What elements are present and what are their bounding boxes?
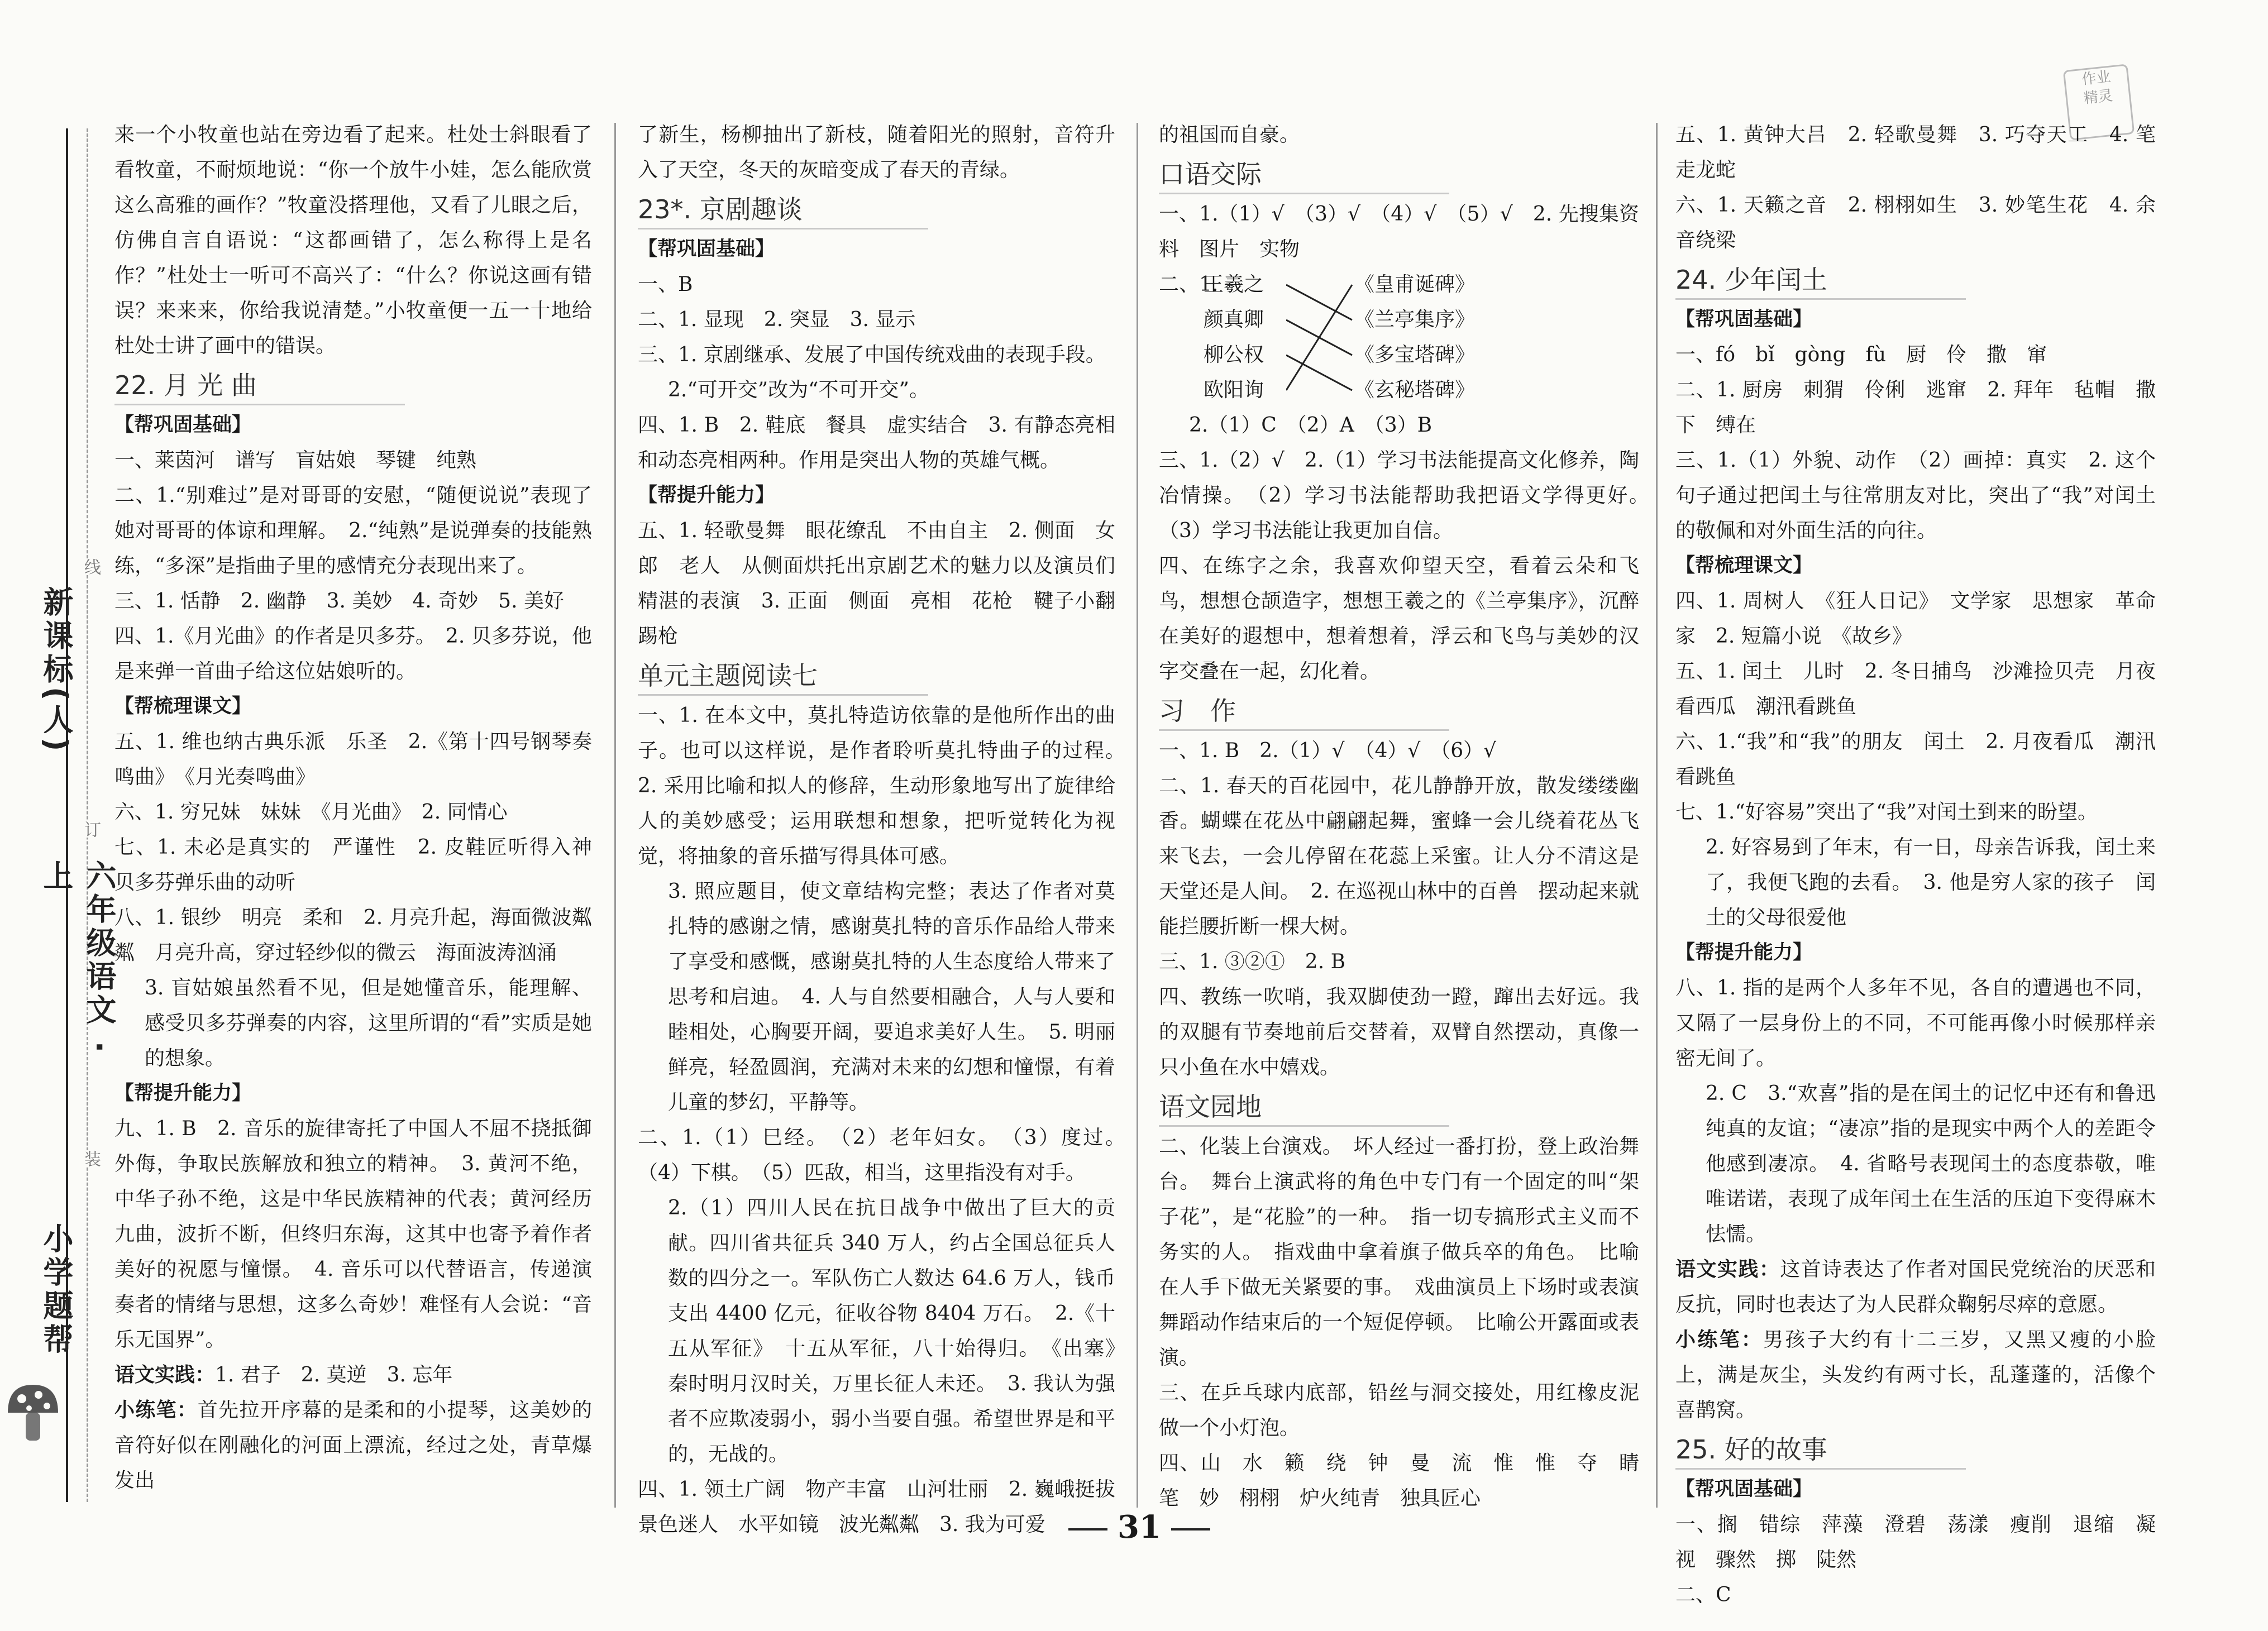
- answer-line: 八、1. 指的是两个人多年不见，各自的遭遇也不同，又隔了一层身份上的不同，不可能再像小时候那样亲密无间了。: [1675, 977, 2156, 1070]
- answer-line: 五、1. 闰土 儿时 2. 冬日捕鸟 沙滩捡贝壳 月夜看西瓜 潮汛看跳鱼: [1675, 660, 2156, 718]
- answer-column-3: [1159, 117, 1660, 1513]
- answer-column-1: [114, 117, 613, 1513]
- edition-title: 新课标(人): [39, 586, 74, 755]
- answer-line: 的祖国而自豪。: [1159, 123, 1300, 146]
- section-heading: 单元主题阅读七: [638, 657, 928, 696]
- page-number-text: 31: [1118, 1509, 1161, 1546]
- answer-line: 小练笔：首先拉开序幕的是柔和的小提琴，这美妙的音符好似在刚融化的河面上漂流，经过之处，青草爆发出: [114, 1399, 592, 1492]
- section-heading: 25. 好的故事: [1675, 1431, 1966, 1470]
- matching-left-item: 颜真卿: [1204, 308, 1264, 331]
- section-heading: 语文园地: [1159, 1088, 1449, 1127]
- answer-line: 六、1. 天籁之音 2. 栩栩如生 3. 妙笔生花 4. 余音绕梁: [1675, 194, 2156, 252]
- answer-line: 四、1. B 2. 鞋底 餐具 虚实结合 3. 有静态亮相和动态亮相两种。作用是突出人物的英雄气概。: [638, 414, 1115, 472]
- answer-line: 来一个小牧童也站在旁边看了起来。杜处士斜眼看了看牧童，不耐烦地说：“你一个放牛小娃，怎么能欣赏这么高雅的画作？”牧童没搭理他，又看了儿眼之后，仿佛自言自语说：“这都画错了，怎么称得上是名作？”杜处士一听可不高兴了：“什么？你说这画有错误？来来来，你给我说清楚。”小牧童便一五一十地给杜处士讲了画中的错误。: [114, 123, 592, 357]
- answer-line: 四、1. 周树人 《狂人日记》 文学家 思想家 革命家 2. 短篇小说 《故乡》: [1675, 590, 2156, 648]
- answer-line: 四、山 水 籁 绕 钟 曼 流 惟 惟 夺 睛 笔 妙 栩栩 炉火纯青 独具匠心: [1159, 1452, 1660, 1510]
- answer-line: 四、在练字之余，我喜欢仰望天空，看着云朵和飞鸟，想想仓颉造字，想想王羲之的《兰亭集序》，沉醉在美好的遐想中，想着想着，浮云和飞鸟与美妙的汉字交叠在一起，幻化着。: [1159, 554, 1639, 683]
- matching-line: [1286, 355, 1352, 390]
- answer-line: 2. C 3.“欢喜”指的是在闰土的记忆中还有和鲁迅纯真的友谊；“凄凉”指的是现实中两个人的差距令他感到凄凉。 4. 省略号表现闰土的态度恭敬，唯唯诺诺，表现了成年闰土在生活的压迫下变得麻木怯懦。: [1706, 1082, 2156, 1246]
- page-number-bar: [1068, 1528, 1107, 1530]
- subsection-label: 【帮巩固基础】: [638, 238, 775, 260]
- answer-line: 2.（1）四川人民在抗日战争中做出了巨大的贡献。四川省共征兵 340 万人，约占全国总征兵人数的四分之一。军队伤亡人数达 64.6 万人，钱币支出 4400 亿元，征收谷物 8404 万石。 2.《十五从军征》 十五从军征，八十始得归。 《出塞》 秦时明月汉时关，万里长征人未还。 3. 我认为强者不应欺凌弱小，弱小当要自强。希望世界是和平的，无战的。: [668, 1197, 1136, 1466]
- matching-right-item: 《玄秘塔碑》: [1354, 379, 1476, 401]
- binding-spine: [0, 0, 117, 1631]
- answer-line: 五、1. 轻歌曼舞 眼花缭乱 不由自主 2. 侧面 女郎 老人 从侧面烘托出京剧艺术的魅力以及演员们精湛的表演 3. 正面 侧面 亮相 花枪 鞬子小翻 踢枪: [638, 519, 1136, 648]
- subsection-label: 【帮巩固基础】: [114, 414, 252, 436]
- answer-line: 3. 盲姑娘虽然看不见，但是她懂音乐，能理解、感受贝多芬弹奏的内容，这里所谓的“看”实质是她的想象。: [145, 977, 592, 1070]
- section-heading: 习 作: [1159, 692, 1449, 731]
- subsection-label: 【帮梳理课文】: [114, 695, 252, 718]
- answer-column-2: [638, 117, 1136, 1536]
- cut-line: [87, 128, 88, 1502]
- answer-line: 三、1.（1）外貌、动作 （2）画掉：真实 2. 这个句子通过把闰土与往常朋友对比，突出了“我”对闰土的敬佩和对外面生活的向往。: [1675, 449, 2156, 542]
- answer-line: 2.（1）C （2）A （3）B: [1189, 414, 1433, 437]
- answer-label: 语文实践：: [114, 1364, 216, 1386]
- subsection-label: 【帮巩固基础】: [1675, 1478, 1813, 1500]
- answer-line: 三、在乒乓球内底部，铅丝与洞交接处，用红橡皮泥做一个小灯泡。: [1159, 1381, 1639, 1439]
- matching-lines: [1286, 267, 1353, 408]
- answer-line: 六、1. 穷兄妹 妹妹 《月光曲》 2. 同情心: [114, 801, 508, 824]
- grade-title: 六年级语文 · 上: [39, 860, 117, 1056]
- column-divider: [614, 123, 616, 1508]
- answer-line: 二、1.“别难过”是对哥哥的安慰，“随便说说”表现了她对哥哥的体谅和理解。 2.“纯熟”是说弹奏的技能熟练，“多深”是指曲子里的感情充分表现出来了。: [114, 484, 592, 577]
- matching-left-item: 柳公权: [1204, 343, 1264, 366]
- matching-right-item: 《多宝塔碑》: [1354, 343, 1476, 366]
- series-title: 小学题帮: [39, 1223, 74, 1357]
- page-number-bar: [1171, 1528, 1210, 1530]
- matching-left-item: 王羲之: [1204, 273, 1264, 296]
- answer-line: 语文实践：这首诗表达了作者对国民党统治的厌恶和反抗，同时也表达了为人民群众鞠躬尽瘁的意愿。: [1675, 1258, 2156, 1316]
- answer-line: 七、1.“好容易”突出了“我”对闰土到来的盼望。: [1675, 801, 2098, 824]
- answer-line: 一、1.（1）√ （3）√ （4）√ （5）√ 2. 先搜集资料 图片 实物: [1159, 203, 1639, 261]
- answer-line: 了新生，杨柳抽出了新枝，随着阳光的照射，音符升入了天空，冬天的灰暗变成了春天的青绿。: [638, 123, 1115, 181]
- page-number: [1056, 1508, 1223, 1547]
- matching-right-item: 《兰亭集序》: [1354, 308, 1476, 331]
- mark-ding: 订: [78, 821, 103, 838]
- answer-column-4: [1675, 117, 2156, 1606]
- column-divider: [1137, 123, 1138, 1508]
- answer-line: 语文实践：1. 君子 2. 莫逆 3. 忘年: [114, 1364, 453, 1386]
- answer-line: 二、1. 春天的百花园中，花儿静静开放，散发缕缕幽香。蝴蝶在花丛中翩翩起舞，蜜蜂一会儿绕着花丛飞来飞去，一会儿停留在花蕊上采蜜。让人分不清这是天堂还是人间。 2. 在巡视山林中的百兽 摆动起来就能拦腰折断一棵大树。: [1159, 774, 1639, 938]
- mark-xian: 线: [78, 558, 103, 575]
- answer-line: 六、1.“我”和“我”的朋友 闰土 2. 月夜看瓜 潮汛看跳鱼: [1675, 730, 2156, 788]
- answer-line: 二、1.（1）巳经。 （2）老年妇女。 （3）度过。 （4）下棋。 （5）匹敌，相当，这里指没有对手。: [638, 1126, 1136, 1184]
- section-heading: 口语交际: [1159, 156, 1449, 194]
- matching-right-item: 《皇甫诞碑》: [1354, 273, 1476, 296]
- column-divider: [1656, 123, 1658, 1508]
- answer-line: 一、B: [638, 273, 693, 296]
- matching-left-item: 欧阳询: [1204, 379, 1264, 401]
- answer-line: 九、1. B 2. 音乐的旋律寄托了中国人不屈不挠抵御外侮，争取民族解放和独立的精神。 3. 黄河不绝，中华子孙不绝，这是中华民族精神的代表；黄河经历九曲，波折不断，但终归东海，这其中也寄予着作者美好的祝愿与憧憬。 4. 音乐可以代替语言，传递演奏者的情绪与思想，这多么奇妙！难怪有人会说：“音乐无国界”。: [114, 1117, 592, 1351]
- answer-line: 四、1. 领土广阔 物产丰富 山河壮丽 2. 巍峨挺拔 景色迷人 水平如镜 波光粼粼 3. 我为可爱: [638, 1478, 1136, 1536]
- matching-exercise: [1159, 267, 1639, 408]
- subsection-label: 【帮提升能力】: [1675, 941, 1813, 964]
- mushroom-icon: [2, 1379, 64, 1446]
- answer-line: 三、1.（2）√ 2.（1）学习书法能提高文化修养，陶冶情操。 （2）学习书法能帮助我把语文学得更好。 （3）学习书法能让我更加自信。: [1159, 449, 1660, 542]
- answer-line: 一、1. 在本文中，莫扎特造访依靠的是他所作出的曲子。也可以这样说，是作者聆听莫扎特曲子的过程。 2. 采用比喻和拟人的修辞，生动形象地写出了旋律给人的美妙感受；运用联想和想象，把听觉转化为视觉，将抽象的音乐描写得具体可感。: [638, 704, 1136, 868]
- answer-label: 语文实践：: [1675, 1258, 1780, 1281]
- section-heading: 24. 少年闰土: [1675, 261, 1966, 300]
- answer-line: 一、莱茵河 谱写 盲姑娘 琴键 纯熟: [114, 449, 477, 472]
- answer-line: 四、教练一吹哨，我双脚使劲一蹬，蹿出去好远。我的双腿有节奏地前后交替着，双臂自然摆动，真像一只小鱼在水中嬉戏。: [1159, 986, 1639, 1079]
- mark-zhuang: 装: [78, 1150, 103, 1167]
- answer-label: 小练笔：: [114, 1399, 198, 1422]
- section-heading: 22. 月 光 曲: [114, 367, 405, 405]
- answer-line: 三、1. 京剧继承、发展了中国传统戏曲的表现手段。: [638, 343, 1106, 366]
- answer-line: 三、1. 恬静 2. 幽静 3. 美妙 4. 奇妙 5. 美好: [114, 590, 564, 613]
- stamp-text: 作业 精灵: [2081, 68, 2114, 107]
- answer-line: 二、1. 厨房 刺猬 伶俐 逃窜 2. 拜年 毡帽 撒下 缚在: [1675, 379, 2156, 437]
- answer-line: 五、1. 黄钟大吕 2. 轻歌曼舞 3. 巧夺天工 4. 笔走龙蛇: [1675, 123, 2156, 181]
- answer-line: 小练笔：男孩子大约有十二三岁，又黑又瘦的小脸上，满是灰尘，头发约有两寸长，乱蓬蓬的，活像个喜鹊窝。: [1675, 1328, 2156, 1422]
- answer-line: 四、1.《月光曲》的作者是贝多芬。 2. 贝多芬说，他是来弹一首曲子给这位姑娘听的。: [114, 625, 592, 683]
- answer-line: 五、1. 维也纳古典乐派 乐圣 2.《第十四号钢琴奏鸣曲》 《月光奏鸣曲》: [114, 730, 592, 788]
- matching-line: [1286, 285, 1352, 390]
- answer-line: 一、搁 错综 萍藻 澄碧 荡漾 瘦削 退缩 凝视 骤然 掷 陡然: [1675, 1513, 2156, 1571]
- matching-label: 二、1.: [1159, 273, 1219, 296]
- answer-line: 七、1. 未必是真实的 严谨性 2. 皮鞋匠听得入神 贝多芬弹乐曲的动听: [114, 836, 613, 894]
- answer-line: 八、1. 银纱 明亮 柔和 2. 月亮升起，海面微波粼粼 月亮升高，穿过轻纱似的微云 海面波涛汹涌: [114, 906, 592, 964]
- answer-line: 二、1. 显现 2. 突显 3. 显示: [638, 308, 916, 331]
- answer-line: 2.“可开交”改为“不可开交”。: [668, 379, 929, 401]
- subsection-label: 【帮巩固基础】: [1675, 308, 1813, 331]
- answer-line: 一、fó bǐ gòng fù 厨 伶 撒 窜: [1675, 343, 2047, 366]
- answer-line: 2. 好容易到了年末，有一日，母亲告诉我，闰土来了，我便飞跑的去看。 3. 他是穷人家的孩子 闰土的父母很爱他: [1706, 836, 2156, 929]
- matching-line: [1286, 285, 1352, 320]
- answer-label: 小练笔：: [1675, 1328, 1763, 1351]
- answer-line: 二、化装上台演戏。 坏人经过一番打扮，登上政治舞台。 舞台上演武将的角色中专门有一个固定的叫“架子花”，是“花脸”的一种。 指一切专搞形式主义而不务实的人。 指戏曲中拿着旗子做兵卒的角色。 比喻在人手下做无关紧要的事。 戏曲演员上下场时或表演舞蹈动作结束后的一个短促停顿。 比喻公开露面或表演。: [1159, 1135, 1639, 1369]
- subsection-label: 【帮提升能力】: [114, 1082, 252, 1104]
- answer-line: 一、1. B 2.（1）√ （4）√ （6）√: [1159, 739, 1497, 762]
- answer-line: 三、1. ③②① 2. B: [1159, 950, 1346, 973]
- answer-line: 3. 照应题目，使文章结构完整；表达了作者对莫扎特的感谢之情，感谢莫扎特的音乐作品给人带来了享受和感慨，感谢莫扎特的人生态度给人带来了思考和启迪。 4. 人与自然要相融合，人与人要和睦相处，心胸要开阔，要追求美好人生。 5. 明丽鲜亮，轻盈圆润，充满对未来的幻想和憧憬，有着儿童的梦幻，平静等。: [668, 880, 1115, 1114]
- answer-line: 二、C: [1675, 1584, 1731, 1606]
- subsection-label: 【帮提升能力】: [638, 484, 775, 506]
- subsection-label: 【帮梳理课文】: [1675, 554, 1813, 577]
- section-heading: 23*. 京剧趣谈: [638, 191, 928, 229]
